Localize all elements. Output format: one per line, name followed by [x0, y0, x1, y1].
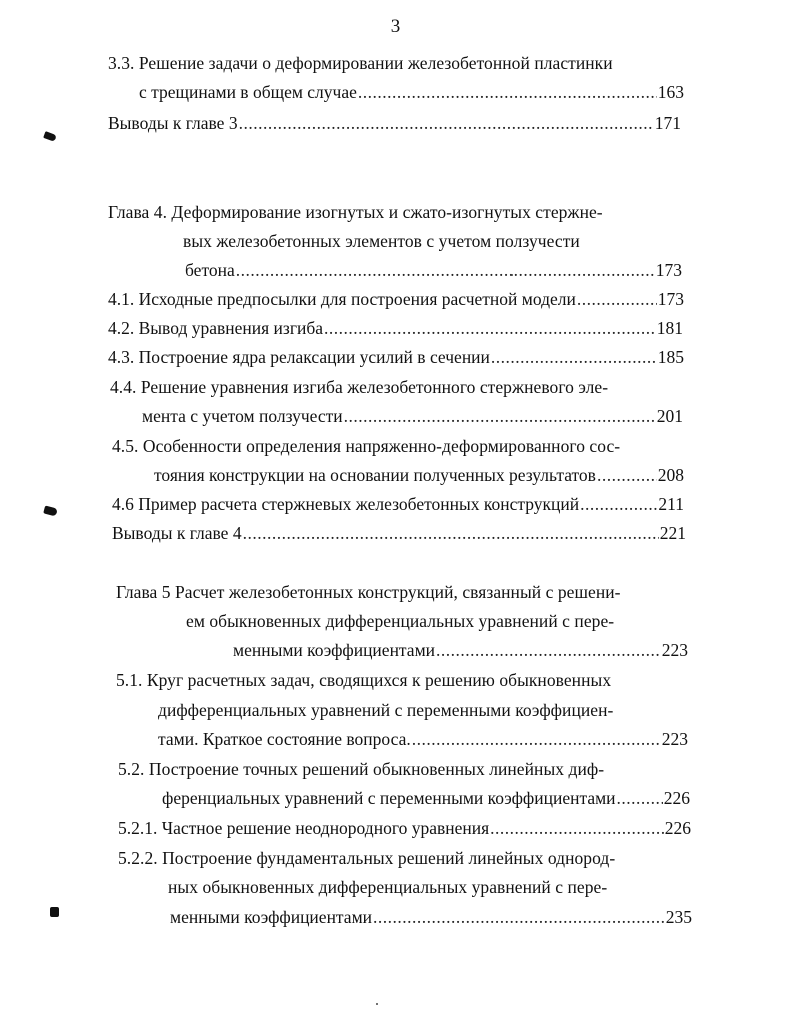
toc-5-2-2-page: 235 [665, 907, 692, 927]
toc-4-4-entry[interactable] [142, 405, 683, 427]
page-number: 3 [390, 16, 401, 37]
toc-4-2[interactable] [108, 317, 683, 339]
toc-ch5-page: 223 [661, 640, 688, 660]
toc-4-5-page: 208 [657, 465, 684, 485]
toc-conclusions-3[interactable] [108, 112, 681, 134]
dot-leader [344, 405, 656, 427]
toc-4-4-page: 201 [656, 406, 683, 426]
dot-leader [358, 81, 657, 103]
toc-5-1-entry[interactable] [158, 728, 688, 750]
toc-5-2-line1: 5.2. Построение точных решений обыкновенных линейных диф- [118, 759, 605, 779]
toc-4-2-text: 4.2. Вывод уравнения изгиба [108, 318, 324, 338]
dot-leader [436, 639, 661, 661]
toc-4-6-text: 4.6 Пример расчета стержневых железобетонных конструкций [112, 494, 580, 514]
toc-4-1[interactable] [108, 288, 684, 310]
scan-mark [43, 505, 58, 516]
toc-5-1-line1: 5.1. Круг расчетных задач, сводящихся к решению обыкновенных [116, 670, 612, 690]
toc-5-2-line2: ференциальных уравнений с переменными коэффициентами [162, 788, 616, 808]
toc-4-6[interactable] [112, 493, 684, 515]
toc-conclusions-4-page: 221 [659, 523, 686, 543]
toc-4-5-line1: 4.5. Особенности определения напряженно-деформированного сос- [112, 436, 621, 456]
toc-5-2-page: 226 [663, 788, 690, 808]
scan-speck [511, 274, 513, 276]
toc-5-2-2-line3: менными коэффициентами [170, 907, 373, 927]
toc-5-1-line3: тами. Краткое состояние вопроса. [158, 729, 411, 749]
dot-leader [324, 317, 656, 339]
dot-leader [491, 346, 657, 368]
toc-5-2-1-text: 5.2.1. Частное решение неоднородного уравнения [118, 818, 490, 838]
toc-ch4-line1: Глава 4. Деформирование изогнутых и сжато-изогнутых стержне- [108, 202, 603, 222]
toc-4-4-line1: 4.4. Решение уравнения изгиба железобетонного стержневого эле- [110, 377, 609, 397]
dot-leader [236, 259, 655, 281]
toc-ch5-line3: менными коэффициентами [233, 640, 436, 660]
toc-3-3-line2: с трещинами в общем случае [139, 82, 357, 102]
toc-conclusions-3-page: 171 [654, 113, 681, 133]
toc-ch4-line3: бетона [185, 260, 235, 280]
dot-leader [617, 787, 663, 809]
scan-mark [43, 131, 57, 142]
toc-ch4-page: 173 [655, 260, 682, 280]
toc-conclusions-3-text: Выводы к главе 3 [108, 113, 238, 133]
dot-leader [243, 522, 659, 544]
dot-leader [373, 906, 665, 928]
dot-leader [580, 493, 657, 515]
toc-ch4-entry[interactable] [185, 259, 682, 281]
toc-ch5-entry[interactable] [233, 639, 688, 661]
toc-4-5-entry[interactable] [154, 464, 684, 486]
toc-conclusions-4[interactable] [112, 522, 686, 544]
toc-ch5-line1: Глава 5 Расчет железобетонных конструкций, связанный с решени- [116, 582, 621, 602]
toc-4-5-line2: тояния конструкции на основании полученных результатов [154, 465, 596, 485]
toc-5-1-line2: дифференциальных уравнений с переменными коэффициен- [158, 700, 614, 720]
toc-4-3[interactable] [108, 346, 684, 368]
dot-leader [490, 817, 664, 839]
toc-5-1-page: 223 [661, 729, 688, 749]
toc-4-4-line2: мента с учетом ползучести [142, 406, 343, 426]
toc-conclusions-4-text: Выводы к главе 4 [112, 523, 242, 543]
toc-5-2-1[interactable] [118, 817, 691, 839]
toc-4-1-text: 4.1. Исходные предпосылки для построения расчетной модели [108, 289, 576, 309]
toc-5-2-2-entry[interactable] [170, 906, 692, 928]
toc-4-1-page: 173 [657, 289, 684, 309]
toc-ch4-line2: вых железобетонных элементов с учетом ползучести [183, 231, 580, 251]
dot-leader [412, 728, 661, 750]
dot-leader [239, 112, 654, 134]
toc-4-3-page: 185 [657, 347, 684, 367]
dot-leader [597, 464, 657, 486]
toc-3-3-line1: 3.3. Решение задачи о деформировании железобетонной пластинки [108, 53, 613, 73]
toc-3-3-entry[interactable] [139, 81, 684, 103]
toc-4-2-page: 181 [656, 318, 683, 338]
toc-5-2-2-line1: 5.2.2. Построение фундаментальных решений линейных однород- [118, 848, 616, 868]
scan-mark [50, 907, 59, 917]
scan-speck [376, 1003, 378, 1005]
toc-3-3-page: 163 [657, 82, 684, 102]
toc-5-2-entry[interactable] [162, 787, 690, 809]
toc-4-3-text: 4.3. Построение ядра релаксации усилий в сечении [108, 347, 490, 367]
dot-leader [577, 288, 657, 310]
toc-5-2-2-line2: ных обыкновенных дифференциальных уравнений с пере- [168, 877, 608, 897]
toc-ch5-line2: ем обыкновенных дифференциальных уравнений с пере- [186, 611, 615, 631]
toc-4-6-page: 211 [658, 494, 684, 514]
toc-5-2-1-page: 226 [664, 818, 691, 838]
